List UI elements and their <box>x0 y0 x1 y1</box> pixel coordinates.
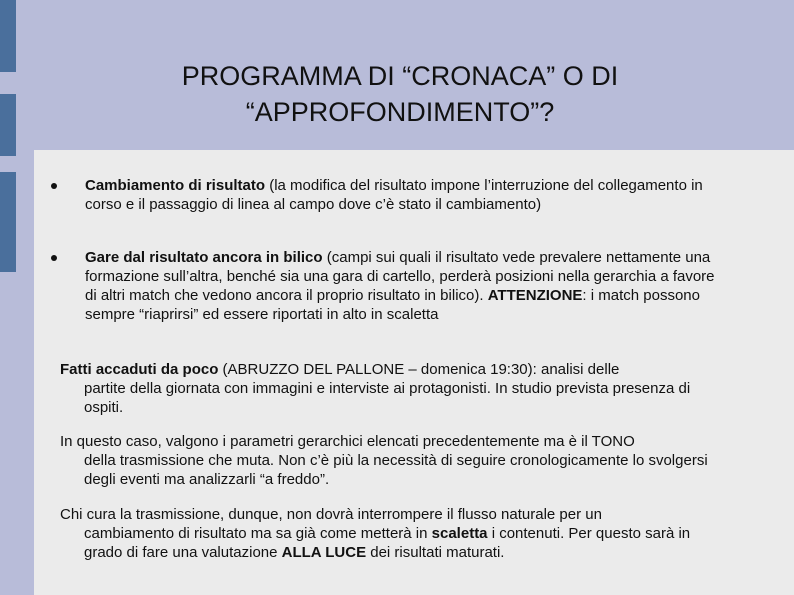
accent-bar-top <box>0 0 16 72</box>
slide-title <box>70 58 730 130</box>
paragraph-text: dei risultati maturati. <box>366 544 505 561</box>
scaletta-bold: scaletta <box>431 525 488 542</box>
paragraph-tone <box>60 432 726 489</box>
paragraph-first-line: Chi cura la trasmissione, dunque, non dovrà interrompere il flusso naturale per un <box>60 506 602 523</box>
bullet-body-continued: : i match possono sempre “riaprirsi” ed essere riportati in alto in scaletta <box>85 287 700 323</box>
bullet-body: (campi sui quali il risultato vede prevalere nettamente una formazione sull’altra, benché sia una gara di cartello, perderà posizioni nella gerarchia a favore di altri match che vedono ancora il proprio risultato in bilico). <box>85 249 715 304</box>
bullet-text <box>85 248 725 324</box>
paragraph-first-line: (ABRUZZO DEL PALLONE – domenica 19:30): analisi delle <box>218 361 620 378</box>
paragraph-bold-term: Fatti accaduti da poco <box>60 361 219 378</box>
paragraph-first-line: In questo caso, valgono i parametri gerarchici elencati precedentemente ma è il TONO <box>60 433 635 450</box>
attention-label: ATTENZIONE <box>487 287 583 304</box>
accent-bar-bottom <box>0 172 16 272</box>
title-line-2: “APPROFONDIMENTO”? <box>245 97 555 127</box>
bullet-bold-term: Cambiamento di risultato <box>85 177 266 194</box>
bullet-text <box>85 176 725 214</box>
alla-luce-bold: ALLA LUCE <box>281 544 367 561</box>
paragraph-text: i contenuti. Per questo sarà in grado di fare una valutazione <box>84 525 691 561</box>
bullet-body: (la modifica del risultato impone l’interruzione del collegamento in corso e il passaggio di linea al campo dove c’è stato il cambiamento) <box>85 177 703 213</box>
bullet-icon <box>51 183 57 189</box>
paragraph-continuation <box>60 524 726 562</box>
paragraph-continuation: partite della giornata con immagini e interviste ai protagonisti. In studio prevista presenza di ospiti. <box>84 380 691 416</box>
bullet-bold-term: Gare dal risultato ancora in bilico <box>85 249 323 266</box>
bullet-icon <box>51 255 57 261</box>
accent-bar-middle <box>0 94 16 156</box>
paragraph-text: cambiamento di risultato ma sa già come metterà in <box>84 525 432 542</box>
paragraph-continuation: della trasmissione che muta. Non c’è più la necessità di seguire cronologicamente lo svolgersi degli eventi ma analizzarli “a freddo”. <box>84 452 708 488</box>
paragraph-conclusion <box>60 505 726 562</box>
paragraph-recent-facts <box>60 360 726 417</box>
title-line-1: PROGRAMMA DI “CRONACA” O DI <box>181 61 619 91</box>
